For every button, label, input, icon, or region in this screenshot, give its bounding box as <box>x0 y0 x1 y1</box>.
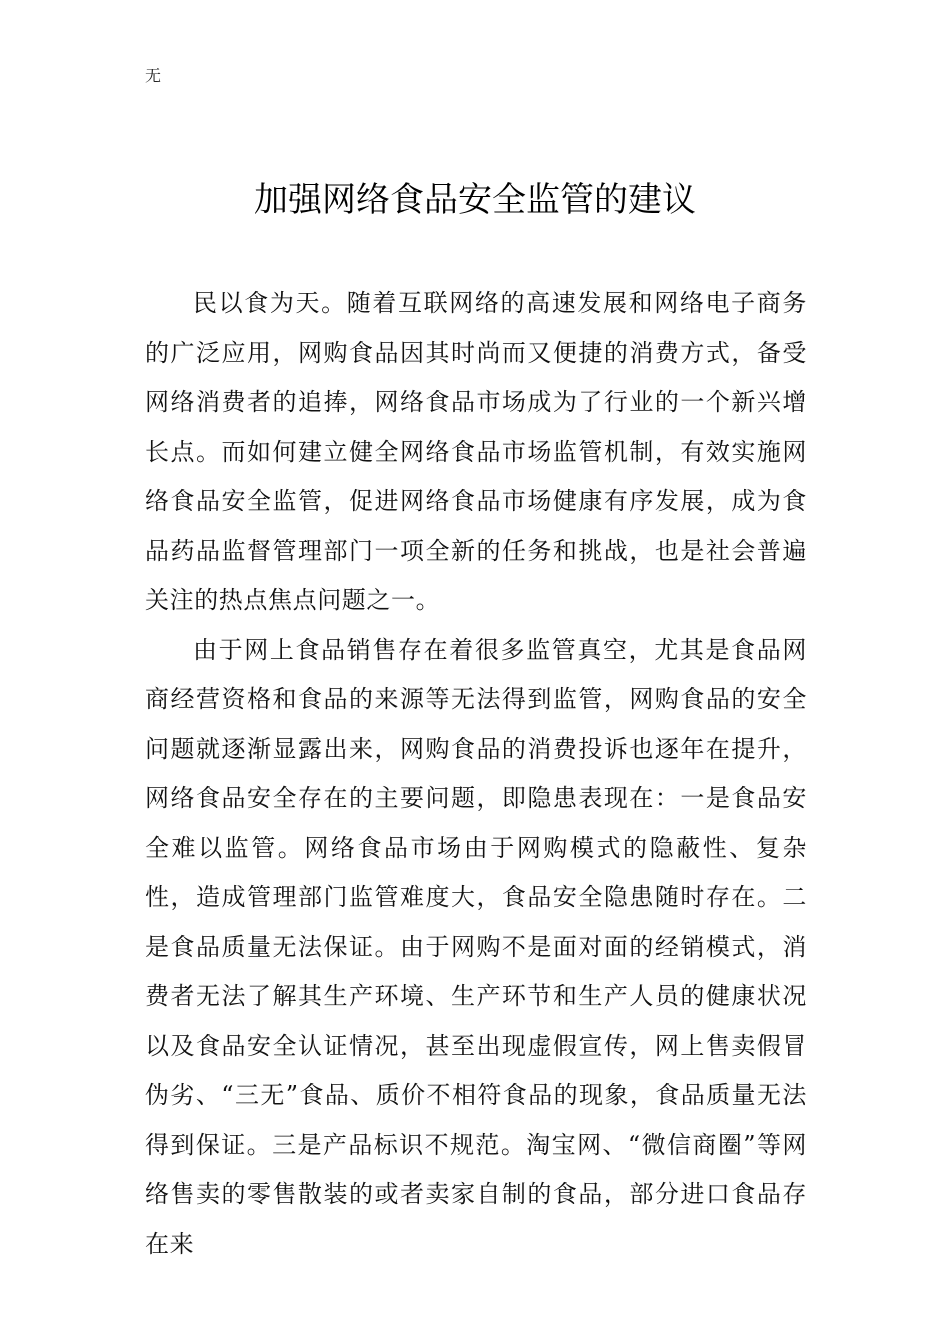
paragraph-problems: 由于网上食品销售存在着很多监管真空，尤其是食品网商经营资格和食品的来源等无法得到监管，网购食品的安全问题就逐渐显露出来，网购食品的消费投诉也逐年在提升，网络食品安全存在的主要问题，即隐患表现在：一是食品安全难以监管。网络食品市场由于网购模式的隐蔽性、复杂性，造成管理部门监管难度大，食品安全隐患随时存在。二是食品质量无法保证。由于网购不是面对面的经销模式，消费者无法了解其生产环境、生产环节和生产人员的健康状况以及食品安全认证情况，甚至出现虚假宣传，网上售卖假冒伪劣、“三无”食品、质价不相符食品的现象，食品质量无法得到保证。三是产品标识不规范。淘宝网、“微信商圈”等网络售卖的零售散装的或者卖家自制的食品，部分进口食品存在来 <box>145 635 807 1258</box>
document-title: 加强网络食品安全监管的建议 <box>254 180 696 220</box>
paragraph-intro: 民以食为天。随着互联网络的高速发展和网络电子商务的广泛应用，网购食品因其时尚而又便捷的消费方式，备受网络消费者的追捧，网络食品市场成为了行业的一个新兴增长点。而如何建立健全网络食品市场监管机制，有效实施网络食品安全监管，促进网络食品市场健康有序发展，成为食品药品监督管理部门一项全新的任务和挑战，也是社会普遍关注的热点焦点问题之一。 <box>145 289 807 614</box>
header-mark: 无 <box>145 66 162 85</box>
document-body <box>145 279 807 1269</box>
